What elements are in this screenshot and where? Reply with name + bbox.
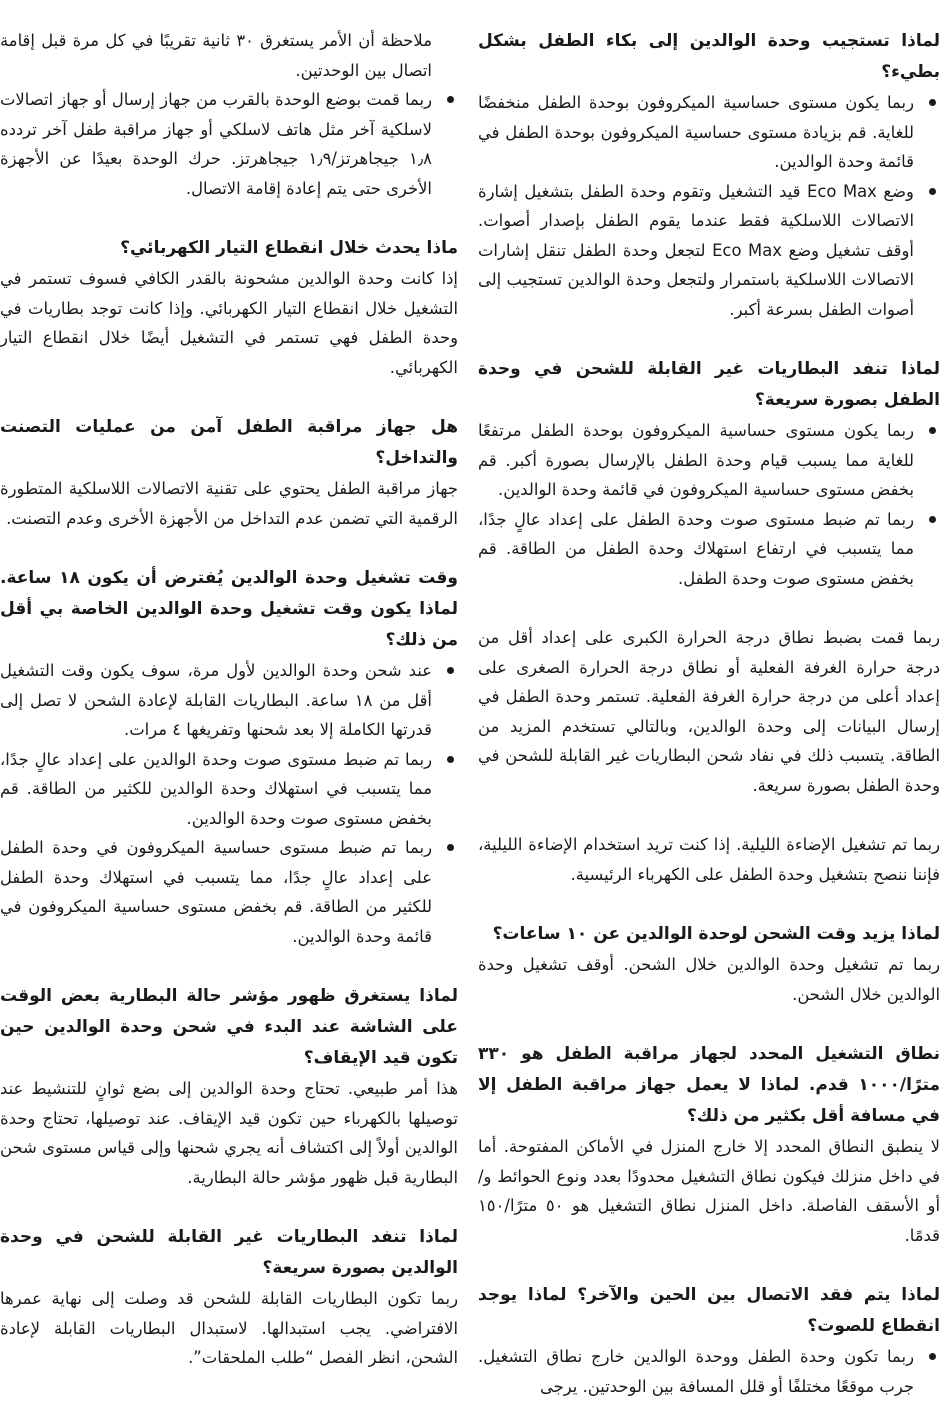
bullet-list [0, 26, 458, 203]
bullet-text: ربما يكون مستوى حساسية الميكروفون بوحدة الطفل مرتفعًا للغاية مما يسبب قيام وحدة الطفل بالإرسال بصورة أكبر. قم بخفض مستوى حساسية الميكروفون في قائمة وحدة الوالدين. [478, 421, 914, 499]
list-item [0, 833, 458, 951]
list-item [478, 505, 940, 594]
bullet-icon [929, 516, 936, 523]
bullet-icon [929, 1353, 936, 1360]
faq-paragraph: ربما قمت بضبط نطاق درجة الحرارة الكبرى على إعداد أقل من درجة حرارة الغرفة الفعلية أو نطاق درجة الحرارة الصغرى على إعداد أعلى من درجة حرارة الغرفة الفعلية. تستمر وحدة الطفل في إرسال البيانات إلى وحدة الوالدين، وبالتالي تستخدم المزيد من الطاقة. يتسبب ذلك في نفاد شحن البطاريات غير القابلة للشحن في وحدة الطفل بصورة سريعة. [478, 628, 940, 795]
faq-answer: هذا أمر طبيعي. تحتاج وحدة الوالدين إلى بضع ثوانٍ للتنشيط عند توصيلها بالكهرباء حين تكون قيد الإيقاف. عند توصيلها، تحتاج وحدة الوالدين أولاً إلى اكتشاف أنه يجري شحنها وإلى قياس مستوى شحن البطارية قبل ظهور مؤشر حالة البطارية. [0, 1079, 458, 1187]
bullet-icon [929, 427, 936, 434]
faq-question: لماذا تستجيب وحدة الوالدين إلى بكاء الطفل بشكل بطيء؟ [478, 31, 940, 82]
bullet-text: ربما قمت بوضع الوحدة بالقرب من جهاز إرسال أو جهاز اتصالات لاسلكية آخر مثل هاتف لاسلكي أو جهاز مراقبة طفل آخر تردده ١٫٨ جيجاهرتز/١٫٩ جيجاهرتز. حرك الوحدة بعيدًا عن الأجهزة الأخرى حتى يتم إعادة إقامة الاتصال. [0, 90, 432, 198]
bullet-icon [447, 756, 454, 763]
list-item [478, 416, 940, 505]
bullet-list [478, 416, 940, 593]
bullet-icon [447, 844, 454, 851]
faq-question: ماذا يحدث خلال انقطاع التيار الكهربائي؟ [120, 238, 458, 258]
list-item [0, 85, 458, 203]
faq-question: لماذا تنفد البطاريات غير القابلة للشحن في وحدة الطفل بصورة سريعة؟ [478, 359, 940, 410]
faq-answer: ربما تكون البطاريات القابلة للشحن قد وصلت إلى نهاية عمرها الافتراضي. يجب استبدالها. لاستبدال البطاريات القابلة لإعادة الشحن، انظر الفصل “طلب الملحقات”. [0, 1289, 458, 1367]
bullet-text: ربما تكون وحدة الطفل ووحدة الوالدين خارج نطاق التشغيل. جرب موقعًا مختلفًا أو قلل المسافة بين الوحدتين. يرجى [478, 1347, 914, 1396]
right-column [478, 26, 940, 1401]
bullet-text: وضع Eco Max قيد التشغيل وتقوم وحدة الطفل بتشغيل إشارة الاتصالات اللاسلكية فقط عندما يقوم الطفل بإصدار أصوات. أوقف تشغيل وضع Eco Max لتجعل وحدة الطفل تنقل إشارات الاتصالات اللاسلكية باستمرار ولتجعل وحدة الوالدين تستجيب إلى أصوات الطفل بسرعة أكبر. [478, 181, 914, 319]
bullet-text: عند شحن وحدة الوالدين لأول مرة، سوف يكون وقت التشغيل أقل من ١٨ ساعة. البطاريات القابلة لإعادة الشحن لا تصل إلى قدرتها الكاملة إلا بعد شحنها وتفريغها ٤ مرات. [0, 661, 432, 739]
faq-paragraph: ربما تم تشغيل الإضاءة الليلية. إذا كنت تريد استخدام الإضاءة الليلية، فإننا ننصح بتشغيل وحدة الطفل على الكهرباء الرئيسية. [478, 835, 940, 884]
bullet-list [478, 1342, 940, 1401]
list-item [0, 26, 458, 85]
bullet-text: ربما تم ضبط مستوى صوت وحدة الوالدين على إعداد عالٍ جدًا، مما يتسبب في استهلاك وحدة الوالدين للكثير من الطاقة. قم بخفض مستوى صوت وحدة الوالدين. [0, 749, 432, 828]
faq-answer: إذا كانت وحدة الوالدين مشحونة بالقدر الكافي فسوف تستمر في التشغيل خلال انقطاع التيار الكهربائي. وإذا كانت توجد بطاريات في وحدة الطفل فهي تستمر في التشغيل أيضًا خلال انقطاع التيار الكهربائي. [0, 269, 458, 377]
faq-question: لماذا يتم فقد الاتصال بين الحين والآخر؟ لماذا يوجد انقطاع للصوت؟ [478, 1285, 940, 1336]
bullet-icon [929, 188, 936, 195]
faq-answer: ربما تم تشغيل وحدة الوالدين خلال الشحن. أوقف تشغيل وحدة الوالدين خلال الشحن. [478, 955, 940, 1004]
bullet-icon [929, 99, 936, 106]
bullet-text: ربما تم ضبط مستوى حساسية الميكروفون في وحدة الطفل على إعداد عالٍ جدًا، مما يتسبب في استهلاك وحدة الطفل للكثير من الطاقة. قم بخفض مستوى حساسية الميكروفون في قائمة وحدة الوالدين. [0, 838, 432, 946]
list-item [478, 1342, 940, 1401]
list-item [478, 177, 940, 325]
bullet-text: ملاحظة أن الأمر يستغرق ٣٠ ثانية تقريبًا في كل مرة قبل إقامة اتصال بين الوحدتين. [0, 31, 432, 80]
faq-answer: لا ينطبق النطاق المحدد إلا خارج المنزل في الأماكن المفتوحة. أما في داخل منزلك فيكون نطاق التشغيل محدودًا بعدد ونوع الحوائط و/أو الأسقف الفاصلة. داخل المنزل نطاق التشغيل هو ٥٠ مترًا/١٥٠ قدمًا. [478, 1137, 940, 1245]
bullet-list [0, 656, 458, 951]
faq-question: لماذا تنفد البطاريات غير القابلة للشحن في وحدة الوالدين بصورة سريعة؟ [0, 1227, 458, 1278]
list-item [0, 745, 458, 834]
faq-question: هل جهاز مراقبة الطفل آمن من عمليات التصنت والتداخل؟ [0, 417, 458, 468]
bullet-list [478, 88, 940, 324]
bullet-text: ربما تم ضبط مستوى صوت وحدة الطفل على إعداد عالٍ جدًا، مما يتسبب في ارتفاع استهلاك وحدة الطفل من الطاقة. قم بخفض مستوى صوت وحدة الطفل. [478, 509, 914, 588]
bullet-icon [447, 667, 454, 674]
faq-question: لماذا يستغرق ظهور مؤشر حالة البطارية بعض الوقت على الشاشة عند البدء في شحن وحدة الوالدين حين تكون قيد الإيقاف؟ [0, 986, 458, 1068]
list-item [478, 88, 940, 177]
faq-question: نطاق التشغيل المحدد لجهاز مراقبة الطفل هو ٣٣٠ مترًا/١٠٠٠ قدم. لماذا لا يعمل جهاز مراقبة الطفل إلا في مسافة أقل بكثير من ذلك؟ [478, 1044, 940, 1126]
bullet-icon [447, 96, 454, 103]
list-item [0, 656, 458, 745]
faq-answer: جهاز مراقبة الطفل يحتوي على تقنية الاتصالات اللاسلكية المتطورة الرقمية التي تضمن عدم التداخل من الأجهزة الأخرى وعدم التصنت. [0, 479, 458, 528]
faq-question: وقت تشغيل وحدة الوالدين يُفترض أن يكون ١٨ ساعة. لماذا يكون وقت تشغيل وحدة الوالدين الخاصة بي أقل من ذلك؟ [0, 568, 458, 650]
faq-question: لماذا يزيد وقت الشحن لوحدة الوالدين عن ١٠ ساعات؟ [492, 924, 940, 944]
left-column [0, 26, 458, 1373]
bullet-text: ربما يكون مستوى حساسية الميكروفون بوحدة الطفل منخفضًا للغاية. قم بزيادة مستوى حساسية الميكروفون بوحدة الطفل في قائمة وحدة الوالدين. [478, 93, 914, 171]
